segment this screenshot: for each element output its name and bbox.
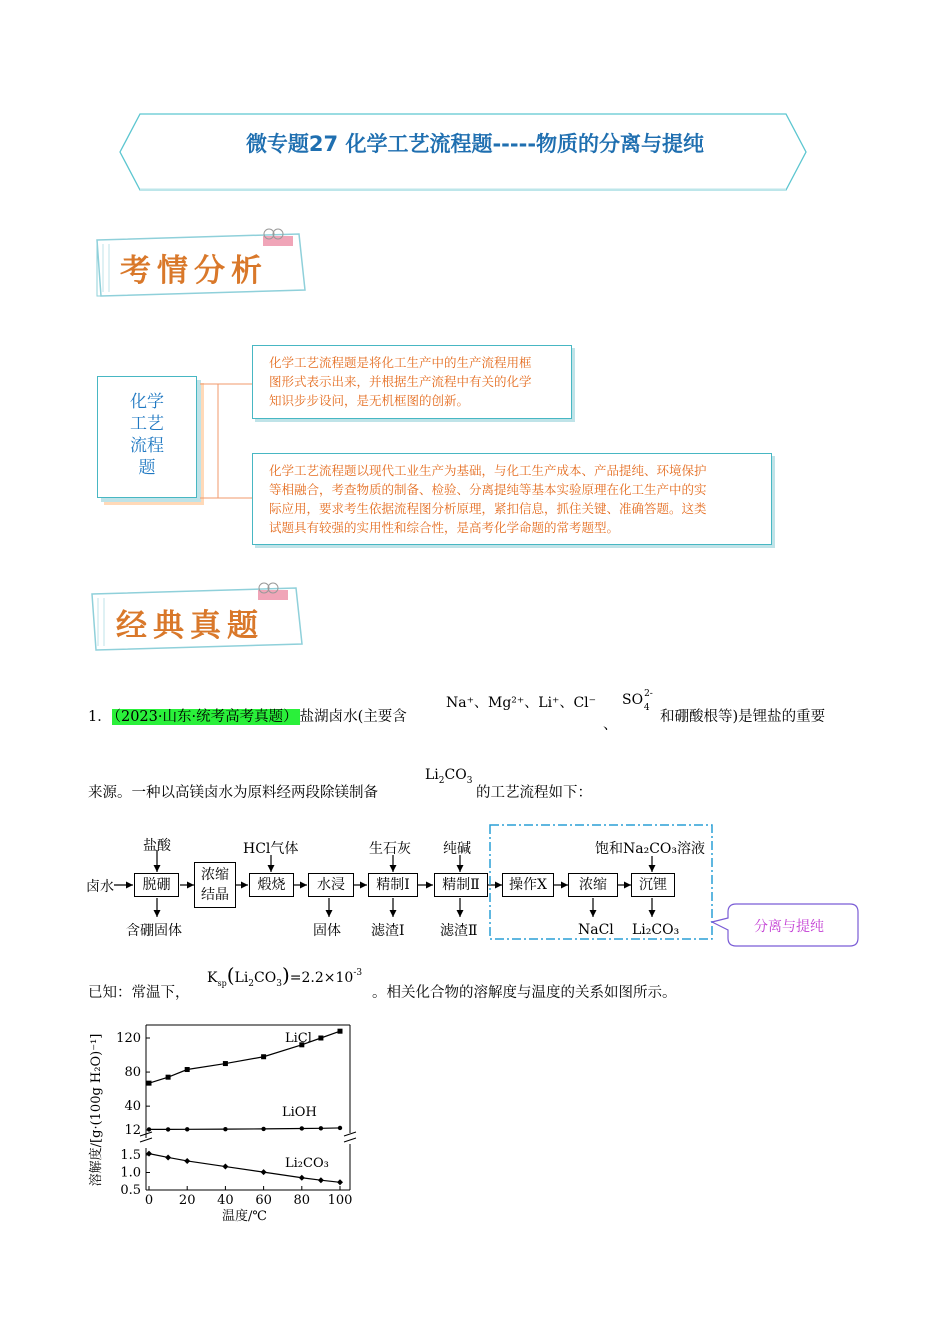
data-point [147, 1127, 151, 1131]
flow-output-li2co3: Li₂CO₃ [632, 922, 680, 938]
mindmap-center-line: 工艺 [130, 414, 164, 434]
known-text: 。相关化合物的溶解度与温度的关系如图所示。 [372, 985, 677, 1001]
application-line: 际应用，要求考生依据流程图分析原理，紧扣信息，抓住关键、准确答题。这类 [269, 501, 707, 516]
mindmap-center-line: 题 [138, 458, 156, 478]
x-tick-label: 60 [255, 1193, 272, 1208]
definition-line: 知识步步设问，是无机框图的创新。 [269, 393, 470, 408]
data-point [185, 1067, 190, 1072]
y-axis-label: 溶解度/[g·(100g H₂O)⁻¹] [89, 1033, 104, 1187]
flow-step-precipitate-lithium: 沉锂 [631, 873, 675, 897]
data-point [261, 1169, 267, 1175]
data-point [223, 1127, 227, 1131]
ion-formula: Na⁺、Mg²⁺、Li⁺、Cl⁻ [446, 695, 597, 711]
mindmap-box-definition [252, 345, 572, 419]
x-tick-label: 0 [144, 1193, 154, 1208]
data-point [165, 1154, 171, 1160]
question-source-tag: （2023·山东·统考高考真题） [113, 709, 298, 725]
flow-output-nacl: NaCl [578, 922, 614, 938]
data-point [338, 1126, 342, 1130]
series-label: LiOH [282, 1105, 317, 1120]
x-tick-label: 80 [293, 1193, 311, 1208]
flow-reagent-na2co3: 饱和Na₂CO₃溶液 [595, 841, 706, 857]
flow-step-refine-1: 精制Ⅰ [368, 873, 418, 897]
series-line-1 [149, 1128, 340, 1129]
data-point [338, 1029, 343, 1034]
flow-reagent-soda: 纯碱 [443, 841, 471, 857]
data-point [319, 1126, 323, 1130]
sulfate-base: SO [622, 692, 644, 708]
y-tick-label: 40 [124, 1099, 141, 1115]
data-point [146, 1151, 152, 1157]
flow-step-refine-2: 精制Ⅱ [434, 873, 488, 897]
y-tick-label: 80 [124, 1065, 141, 1081]
data-point [166, 1075, 171, 1080]
flow-output-residue-1: 滤渣Ⅰ [371, 923, 405, 939]
application-line: 试题具有较强的实用性和综合性，是高考化学命题的常考题型。 [269, 520, 620, 535]
data-point [184, 1158, 190, 1164]
question-line-1 [88, 705, 407, 726]
ksp-value: =2.2×10 [289, 970, 354, 986]
flow-step-operation-x: 操作X [502, 873, 554, 897]
mindmap-center-line: 流程 [130, 436, 164, 456]
mindmap-box-application [252, 453, 772, 545]
y-tick-label: 12 [124, 1123, 141, 1138]
data-point [223, 1061, 228, 1066]
axis-break-right [344, 1132, 356, 1142]
x-tick-label: 100 [327, 1193, 353, 1208]
question-text: 盐湖卤水(主要含 [299, 709, 407, 725]
flow-step-deboron: 脱硼 [134, 873, 179, 897]
x-axis-label: 温度/℃ [222, 1209, 267, 1224]
flow-output-residue-2: 滤渣Ⅱ [440, 923, 478, 939]
question-line-2: 来源。一种以高镁卤水为原料经两段除镁制备 [88, 785, 378, 801]
flow-step-calcine: 煅烧 [249, 873, 294, 897]
mindmap-center [97, 376, 197, 498]
page-title: 微专题27 化学工艺流程题-----物质的分离与提纯 [245, 132, 705, 156]
definition-line: 图形式表示出来，并根据生产流程中有关的化学 [269, 374, 532, 389]
separator: 、 [603, 717, 618, 733]
flow-step-concentrate: 浓缩 [568, 873, 618, 897]
flow-reagent-hcl-gas: HCl气体 [243, 841, 299, 857]
flow-step-water-leach: 水浸 [308, 873, 354, 897]
flow-input: 卤水 [86, 879, 114, 895]
series-label: LiCl [285, 1031, 312, 1046]
mindmap-connectors [200, 380, 260, 505]
flow-step-concentrate-crystallize: 浓缩结晶 [194, 862, 236, 908]
application-line: 等相融合，考查物质的制备、检验、分离提纯等基本实验原理在化工生产中的实 [269, 482, 707, 497]
solubility-chart [80, 1020, 380, 1230]
x-tick-label: 40 [217, 1193, 234, 1208]
series-label: Li₂CO₃ [285, 1156, 329, 1171]
y-tick-label: 1.0 [120, 1165, 141, 1181]
application-line: 化学工艺流程题以现代工业生产为基础，与化工生产成本、产品提纯、环境保护 [269, 463, 707, 478]
question-text: 的工艺流程如下： [476, 785, 592, 801]
y-tick-label: 1.5 [120, 1148, 141, 1163]
definition-line: 化学工艺流程题是将化工生产中的生产流程用框 [269, 355, 532, 370]
ksp-expression: $K_{sp}(Li_2CO_3)=2.2\times 10^{-3}$ [207, 963, 363, 989]
known-text: 已知：常温下， [88, 985, 190, 1001]
section-heading-analysis: 考情分析 [120, 253, 268, 289]
data-point [300, 1126, 304, 1130]
y-tick-label: 0.5 [120, 1183, 141, 1198]
data-point [261, 1054, 266, 1059]
mindmap-center-line: 化学 [130, 392, 164, 412]
section-heading-exam: 经典真题 [116, 608, 264, 644]
question-text: 和硼酸根等)是锂盐的重要 [660, 709, 826, 725]
question-number: 1． [88, 709, 112, 725]
y-tick-label: 120 [116, 1031, 141, 1046]
data-point [185, 1127, 189, 1131]
li2co3-formula: $Li_2CO_3$ [425, 767, 473, 786]
callout-separation-purification: 分离与提纯 [754, 919, 824, 935]
flow-reagent-hcl: 盐酸 [143, 838, 171, 854]
data-point [147, 1081, 152, 1086]
data-point [166, 1127, 170, 1131]
data-point [318, 1177, 324, 1183]
flow-reagent-quicklime: 生石灰 [369, 841, 411, 857]
data-point [318, 1036, 323, 1041]
x-tick-label: 20 [178, 1193, 196, 1208]
data-point [222, 1164, 228, 1170]
data-point [337, 1179, 343, 1185]
formula-li: Li [425, 767, 439, 783]
data-point [299, 1175, 305, 1181]
flow-output-boron-solid: 含硼固体 [126, 923, 182, 939]
sulfate-formula: $SO^{2-}_4$ [622, 689, 653, 713]
flow-output-solid: 固体 [313, 923, 341, 939]
data-point [261, 1127, 265, 1131]
